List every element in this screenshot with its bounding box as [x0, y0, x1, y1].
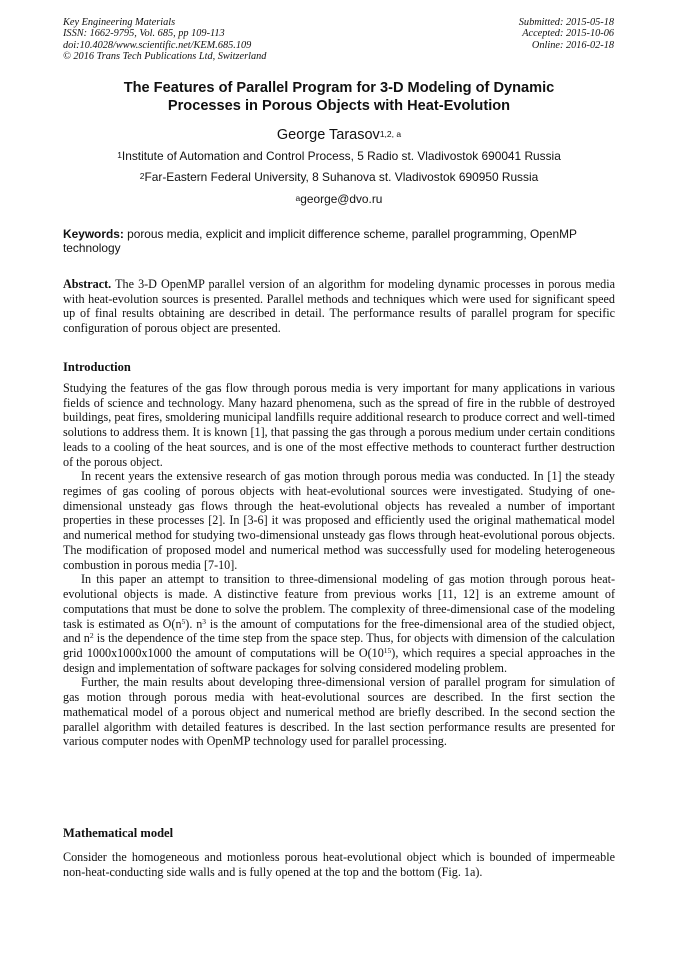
journal-issn: ISSN: 1662-9795, Vol. 685, pp 109-113 — [63, 28, 225, 40]
abstract-label: Abstract. — [63, 277, 112, 291]
intro-paragraph-1: Studying the features of the gas flow through porous media is very important for many applications in various fields of science and technology. Many hazard phenomena, such as the spread of fire in the rubble of destroyed buildings, peat fires, smoldering municipal landfills require additional research to produce correct and well-timed solutions to address them. It is known [1], that passing the gas through a porous medium under certain conditions leads to a cooling of the heat sources, and is one of the most effective methods to counteract further destruction of the porous object. — [63, 381, 615, 469]
affiliation-2 — [63, 170, 615, 185]
journal-copyright: © 2016 Trans Tech Publications Ltd, Switzerland — [63, 50, 267, 62]
section-heading-introduction: Introduction — [63, 360, 131, 374]
email-text: george@dvo.ru — [300, 192, 383, 206]
author-marks: 1,2, a — [379, 129, 402, 139]
superscript: 2 — [89, 631, 94, 641]
keywords-text: porous media, explicit and implicit difference scheme, parallel programming, OpenMP technology — [63, 227, 577, 256]
affiliation-text: Far-Eastern Federal University, 8 Suhanova st. Vladivostok 690950 Russia — [144, 170, 539, 184]
author-name: George Tarasov — [276, 127, 380, 143]
paper-title — [63, 79, 615, 115]
author-email — [63, 192, 615, 207]
journal-doi: doi:10.4028/www.scientific.net/KEM.685.109 — [63, 39, 252, 51]
author-line — [63, 126, 615, 144]
keywords — [63, 227, 615, 256]
section-heading-mathematical-model: Mathematical model — [63, 826, 174, 840]
intro-paragraph-2: In recent years the extensive research of gas motion through porous media was conducted. In [1] the steady regimes of gas cooling of porous objects with heat-evolutional sources were investigated. Studying of one-dimensional unsteady gas flows through the heat-evolutional objects has revealed a number of important properties in these processes [2]. In [3-6] it was proposed and efficiently used the original mathematical model and numerical method for studying two-dimensional unsteady gas flows through heat-evolutional porous objects. The modification of proposed model and numerical method was successfully used for modeling heterogeneous combustion in porous media [7-10]. — [63, 469, 615, 572]
affiliation-1 — [63, 149, 615, 164]
introduction-body — [63, 381, 615, 749]
title-line-2: Processes in Porous Objects with Heat-Evolution — [167, 98, 511, 114]
submission-dates — [519, 17, 614, 51]
affiliation-text: Institute of Automation and Control Process, 5 Radio st. Vladivostok 690041 Russia — [121, 149, 561, 163]
email-mark: a — [295, 193, 301, 203]
abstract — [63, 277, 615, 336]
journal-name: Key Engineering Materials — [63, 17, 176, 28]
title-line-1: The Features of Parallel Program for 3-D Modeling of Dynamic — [123, 80, 555, 96]
keywords-label: Keywords: — [63, 227, 124, 241]
intro-paragraph-4: Further, the main results about developing three-dimensional version of parallel program for simulation of gas motion through porous media with heat-evolutional sources are described. In the first section the mathematical model of a porous object and numerical method are briefly described. In the second section the parallel algorithm with detailed features is described. In the last section performance results are presented for various computer nodes with OpenMP technology used for parallel processing. — [63, 675, 615, 749]
submitted-date: Submitted: 2015-05-18 — [518, 17, 614, 28]
journal-info — [63, 17, 266, 62]
superscript: 5 — [181, 616, 186, 626]
superscript: 15 — [383, 645, 392, 655]
abstract-text: The 3-D OpenMP parallel version of an algorithm for modeling dynamic processes in porous media with heat-evolution sources is presented. Parallel methods and techniques which were used for significant speed up of final results obtaining are described in detail. The performance results of parallel program for specific configuration of porous object are presented. — [63, 277, 615, 336]
mathematical-model-body — [63, 850, 615, 879]
affiliation-mark: 2 — [139, 171, 145, 181]
intro-paragraph-3: In this paper an attempt to transition to three-dimensional modeling of gas motion through porous heat-evolutional objects is made. A distinctive feature from previous works [11, 12] is an extreme amount of computations that must be done to solve the problem. The complexity of three-dimensional case of the modeling task is estimated as $O(n^5)$. $n^3$ is the amount of computations for the free-dimensional area of the studied object, and $n^2$ is the dependence of the time step from the space step. Thus, for objects with dimension of the calculation grid 1000x1000x1000 the amount of computations will be $O(10^{15})$, which requires a special approaches in the design and implementation of software packages for solving considered modeling problem. — [63, 572, 616, 675]
math-paragraph-1: Consider the homogeneous and motionless porous heat-evolutional object which is bounded of impermeable non-heat-conducting side walls and is fully opened at the top and the bottom (Fig. 1a). — [63, 850, 615, 879]
online-date: Online: 2016-02-18 — [531, 39, 614, 51]
accepted-date: Accepted: 2015-10-06 — [522, 28, 614, 40]
affiliation-mark: 1 — [117, 150, 122, 160]
superscript: 3 — [202, 616, 207, 626]
